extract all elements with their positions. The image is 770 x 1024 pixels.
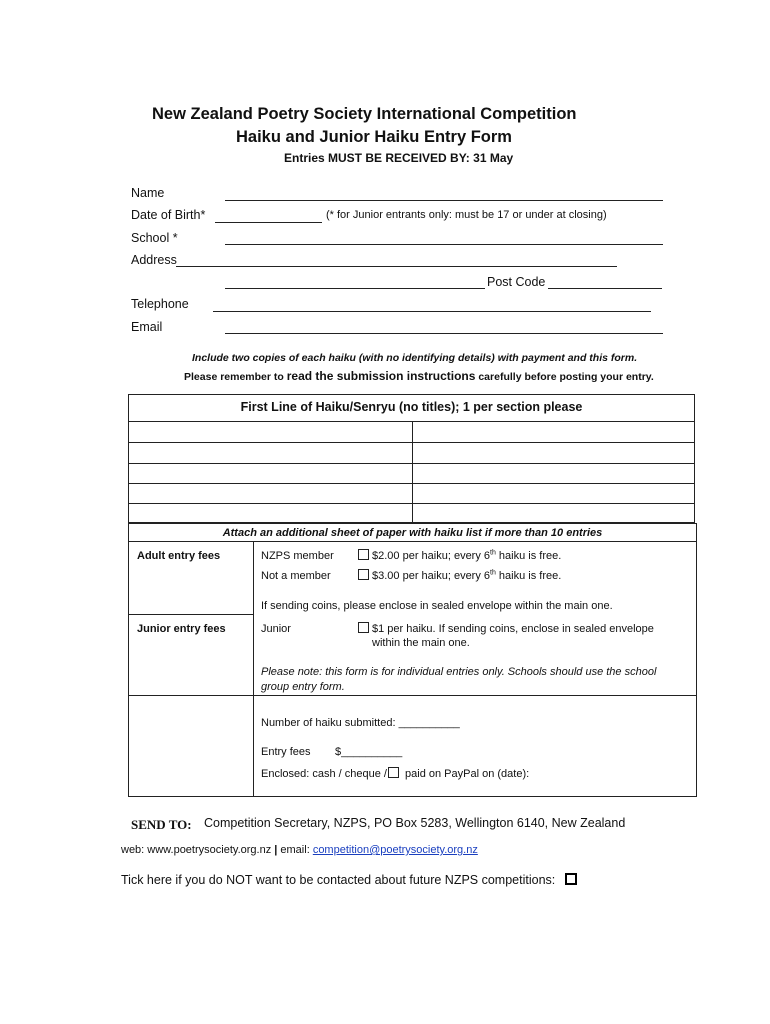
instruction-read-link: read the submission instructions <box>286 369 476 383</box>
fees-table <box>128 523 697 797</box>
schools-note-2: group entry form. <box>261 681 345 693</box>
nzps-member-option[interactable] <box>358 549 561 562</box>
checkbox-icon[interactable] <box>358 569 369 580</box>
email-label: Email <box>131 320 163 334</box>
email-text: email: <box>280 844 313 856</box>
instruction-copies: Include two copies of each haiku (with no identifying details) with payment and this form. <box>192 352 638 364</box>
checkbox-icon[interactable] <box>388 767 399 778</box>
opt-out <box>121 873 577 887</box>
number-submitted[interactable]: Number of haiku submitted: __________ <box>261 717 460 729</box>
adult-fees-label: Adult entry fees <box>137 550 221 562</box>
haiku-row[interactable] <box>129 503 694 504</box>
entry-fees-label: Entry fees <box>261 746 311 758</box>
junior-option[interactable] <box>358 622 654 635</box>
non-sup: th <box>490 569 496 577</box>
attach-note: Attach an additional sheet of paper with haiku list if more than 10 entries <box>129 524 696 542</box>
instruction-read-a: Please remember to <box>184 371 287 383</box>
opt-out-text: Tick here if you do NOT want to be contacted about future NZPS competitions: <box>121 873 556 887</box>
nzps-price: $2.00 per haiku; every 6 <box>372 550 491 562</box>
checkbox-icon[interactable] <box>358 622 369 633</box>
address-label: Address <box>131 253 177 267</box>
school-field[interactable] <box>225 244 663 245</box>
nzps-member-label: NZPS member <box>261 550 334 562</box>
enclosed-b: paid on PayPal on (date): <box>401 768 530 780</box>
telephone-label: Telephone <box>131 297 189 311</box>
contact-line <box>121 844 478 856</box>
email-field[interactable] <box>225 333 663 334</box>
send-to-label: SEND TO: <box>131 817 192 832</box>
instruction-read-c: carefully before posting your entry. <box>475 371 654 383</box>
email-link[interactable]: competition@poetrysociety.org.nz <box>312 844 478 856</box>
non-member-label: Not a member <box>261 570 331 582</box>
postcode-label: Post Code <box>487 275 546 289</box>
dob-label: Date of Birth* <box>131 208 206 222</box>
name-field[interactable] <box>225 200 663 201</box>
coins-note: If sending coins, please enclose in sealed envelope within the main one. <box>261 600 613 612</box>
postcode-field[interactable] <box>548 288 662 289</box>
address-field[interactable] <box>176 266 617 267</box>
junior-label: Junior <box>261 623 291 635</box>
haiku-table <box>128 394 695 523</box>
non-member-option[interactable] <box>358 569 561 582</box>
non-tail: haiku is free. <box>495 570 562 582</box>
junior-price: $1 per haiku. If sending coins, enclose in sealed envelope <box>372 623 654 635</box>
haiku-table-header: First Line of Haiku/Senryu (no titles); 1 per section please <box>129 395 694 422</box>
checkbox-icon[interactable] <box>358 549 369 560</box>
web-text: web: www.poetrysociety.org.nz <box>121 844 272 856</box>
telephone-field[interactable] <box>213 311 651 312</box>
separator: | <box>274 844 278 856</box>
dob-note: (* for Junior entrants only: must be 17 or under at closing) <box>326 209 607 221</box>
opt-out-checkbox-icon[interactable] <box>565 873 577 885</box>
nzps-sup: th <box>490 549 496 557</box>
junior-price-2: within the main one. <box>372 637 470 649</box>
form-subtitle: Haiku and Junior Haiku Entry Form <box>236 128 512 146</box>
send-to-address: Competition Secretary, NZPS, PO Box 5283, Wellington 6140, New Zealand <box>204 816 626 830</box>
name-label: Name <box>131 186 165 200</box>
enclosed-line[interactable] <box>261 767 529 780</box>
address-line-2[interactable] <box>225 288 485 289</box>
nzps-tail: haiku is free. <box>495 550 562 562</box>
schools-note: Please note: this form is for individual entries only. Schools should use the school <box>261 666 657 678</box>
haiku-row[interactable] <box>129 442 694 443</box>
instruction-read <box>184 369 654 383</box>
non-price: $3.00 per haiku; every 6 <box>372 570 491 582</box>
haiku-row[interactable] <box>129 483 694 484</box>
entry-fees-field[interactable]: $__________ <box>335 746 403 758</box>
haiku-row[interactable] <box>129 463 694 464</box>
dob-field[interactable] <box>215 222 322 223</box>
junior-fees-label: Junior entry fees <box>137 623 226 635</box>
form-title: New Zealand Poetry Society International Competition <box>152 105 577 123</box>
enclosed-a: Enclosed: cash / cheque / <box>261 768 387 780</box>
school-label: School * <box>131 231 178 245</box>
deadline: Entries MUST BE RECEIVED BY: 31 May <box>284 151 514 165</box>
